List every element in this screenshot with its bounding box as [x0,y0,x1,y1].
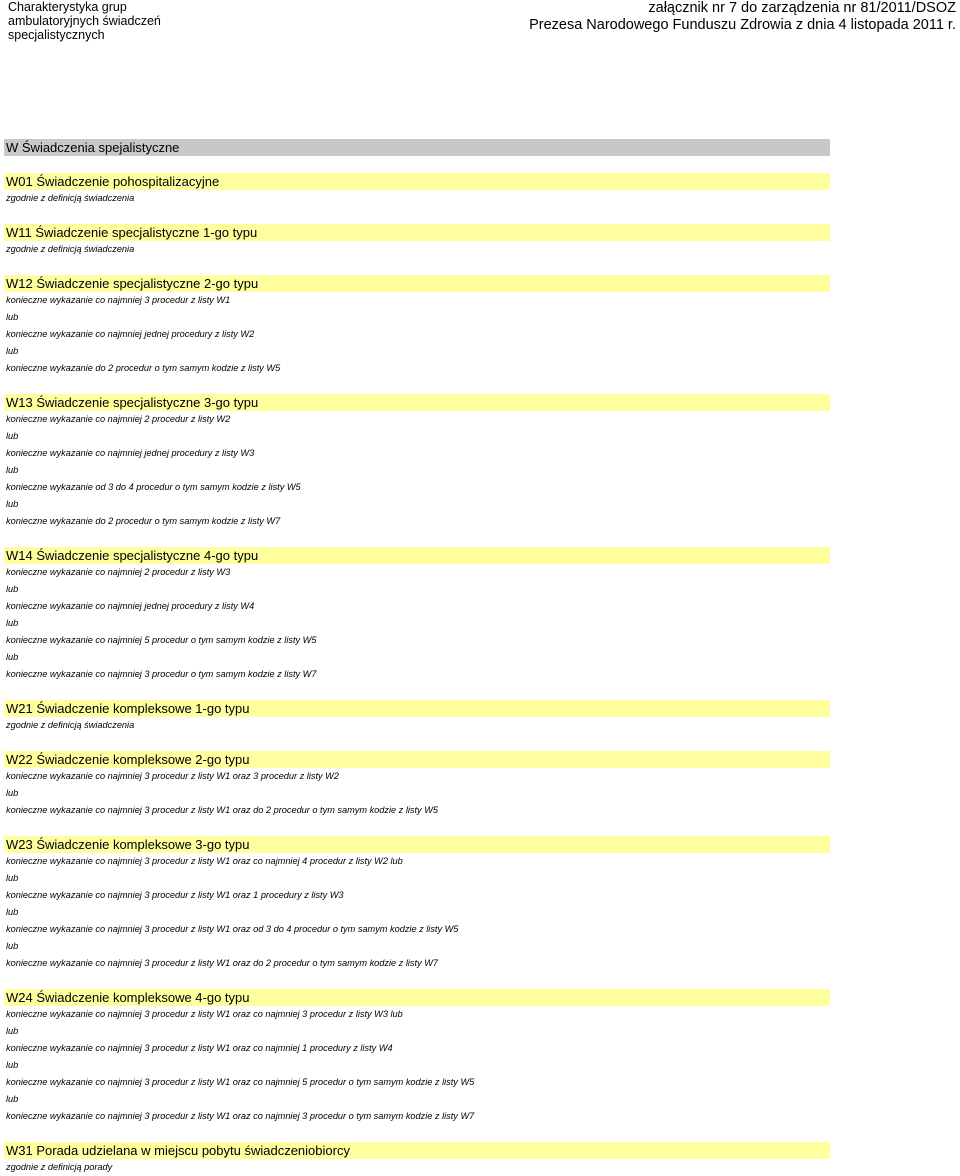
criteria-line: zgodnie z definicją świadczenia [6,244,135,254]
or-separator: lub [6,499,19,509]
criteria-line: konieczne wykazanie co najmniej 3 procedur z listy W1 oraz co najmniej 5 procedur o tym samym kodzie z listy W5 [6,1077,475,1087]
sections-list [4,173,830,1176]
criteria-line: konieczne wykazanie do 2 procedur o tym samym kodzie z listy W7 [6,516,281,526]
section-title: W23 Świadczenie kompleksowe 3-go typu [4,836,830,853]
section-block [4,989,830,1142]
or-separator: lub [6,431,19,441]
document-header-left [8,0,208,42]
criteria-line: konieczne wykazanie co najmniej jednej procedury z listy W3 [6,448,255,458]
section-spacer [4,1125,830,1142]
section-title: W11 Świadczenie specjalistyczne 1-go typu [4,224,830,241]
section-spacer [4,207,830,224]
or-separator: lub [6,1026,19,1036]
section-spacer [4,377,830,394]
or-separator: lub [6,312,19,322]
section-title: W14 Świadczenie specjalistyczne 4-go typu [4,547,830,564]
main-title: W Świadczenia spejalistyczne [4,139,830,156]
document-body [4,139,830,1176]
header-left-line: ambulatoryjnych świadczeń [8,14,161,28]
criteria-line: konieczne wykazanie co najmniej 2 procedur z listy W2 [6,414,231,424]
or-separator: lub [6,1094,19,1104]
criteria-line: konieczne wykazanie co najmniej 3 procedur z listy W1 oraz do 2 procedur o tym samym kodzie z listy W7 [6,958,438,968]
criteria-line: konieczne wykazanie co najmniej 3 procedur z listy W1 [6,295,231,305]
section-spacer [4,530,830,547]
section-title: W21 Świadczenie kompleksowe 1-go typu [4,700,830,717]
criteria-line: konieczne wykazanie co najmniej 3 procedur z listy W1 oraz co najmniej 3 procedur o tym samym kodzie z listy W7 [6,1111,475,1121]
section-block [4,1142,830,1176]
criteria-line: konieczne wykazanie co najmniej 2 procedur z listy W3 [6,567,231,577]
or-separator: lub [6,465,19,475]
or-separator: lub [6,873,19,883]
criteria-line: konieczne wykazanie co najmniej 3 procedur z listy W1 oraz do 2 procedur o tym samym kodzie z listy W5 [6,805,438,815]
criteria-line: konieczne wykazanie co najmniej 3 procedur z listy W1 oraz 1 procedury z listy W3 [6,890,344,900]
or-separator: lub [6,346,19,356]
criteria-line: konieczne wykazanie od 3 do 4 procedur o tym samym kodzie z listy W5 [6,482,301,492]
criteria-line: konieczne wykazanie co najmniej 5 procedur o tym samym kodzie z listy W5 [6,635,317,645]
section-block [4,173,830,224]
criteria-line: zgodnie z definicją porady [6,1162,113,1172]
criteria-line: konieczne wykazanie do 2 procedur o tym samym kodzie z listy W5 [6,363,281,373]
section-title: W24 Świadczenie kompleksowe 4-go typu [4,989,830,1006]
section-block [4,751,830,836]
section-title: W13 Świadczenie specjalistyczne 3-go typu [4,394,830,411]
criteria-line: konieczne wykazanie co najmniej 3 procedur o tym samym kodzie z listy W7 [6,669,317,679]
section-block [4,836,830,989]
section-spacer [4,972,830,989]
section-spacer [4,734,830,751]
section-title: W12 Świadczenie specjalistyczne 2-go typu [4,275,830,292]
or-separator: lub [6,941,19,951]
header-right-line: Prezesa Narodowego Funduszu Zdrowia z dnia 4 listopada 2011 r. [529,17,956,33]
section-title: W01 Świadczenie pohospitalizacyjne [4,173,830,190]
section-block [4,700,830,751]
or-separator: lub [6,907,19,917]
criteria-line: konieczne wykazanie co najmniej 3 procedur z listy W1 oraz co najmniej 3 procedur z listy W3 lub [6,1009,403,1019]
or-separator: lub [6,584,19,594]
or-separator: lub [6,788,19,798]
criteria-line: konieczne wykazanie co najmniej jednej procedury z listy W4 [6,601,255,611]
document-header-right [529,0,956,34]
criteria-line: konieczne wykazanie co najmniej 3 procedur z listy W1 oraz od 3 do 4 procedur o tym samym kodzie z listy W5 [6,924,459,934]
or-separator: lub [6,652,19,662]
section-block [4,275,830,394]
criteria-line: konieczne wykazanie co najmniej 3 procedur z listy W1 oraz co najmniej 1 procedury z listy W4 [6,1043,393,1053]
header-left-line: Charakterystyka grup [8,0,127,14]
criteria-line: konieczne wykazanie co najmniej jednej procedury z listy W2 [6,329,255,339]
section-title: W22 Świadczenie kompleksowe 2-go typu [4,751,830,768]
criteria-line: zgodnie z definicją świadczenia [6,193,135,203]
criteria-line: konieczne wykazanie co najmniej 3 procedur z listy W1 oraz 3 procedur z listy W2 [6,771,339,781]
or-separator: lub [6,1060,19,1070]
section-spacer [4,683,830,700]
section-block [4,224,830,275]
section-spacer [4,258,830,275]
or-separator: lub [6,618,19,628]
criteria-line: konieczne wykazanie co najmniej 3 procedur z listy W1 oraz co najmniej 4 procedur z listy W2 lub [6,856,403,866]
section-spacer [4,819,830,836]
section-title: W31 Porada udzielana w miejscu pobytu świadczeniobiorcy [4,1142,830,1159]
section-block [4,547,830,700]
criteria-line: zgodnie z definicją świadczenia [6,720,135,730]
header-left-line: specjalistycznych [8,28,105,42]
section-block [4,394,830,547]
header-right-line: załącznik nr 7 do zarządzenia nr 81/2011/DSOZ [648,0,956,16]
